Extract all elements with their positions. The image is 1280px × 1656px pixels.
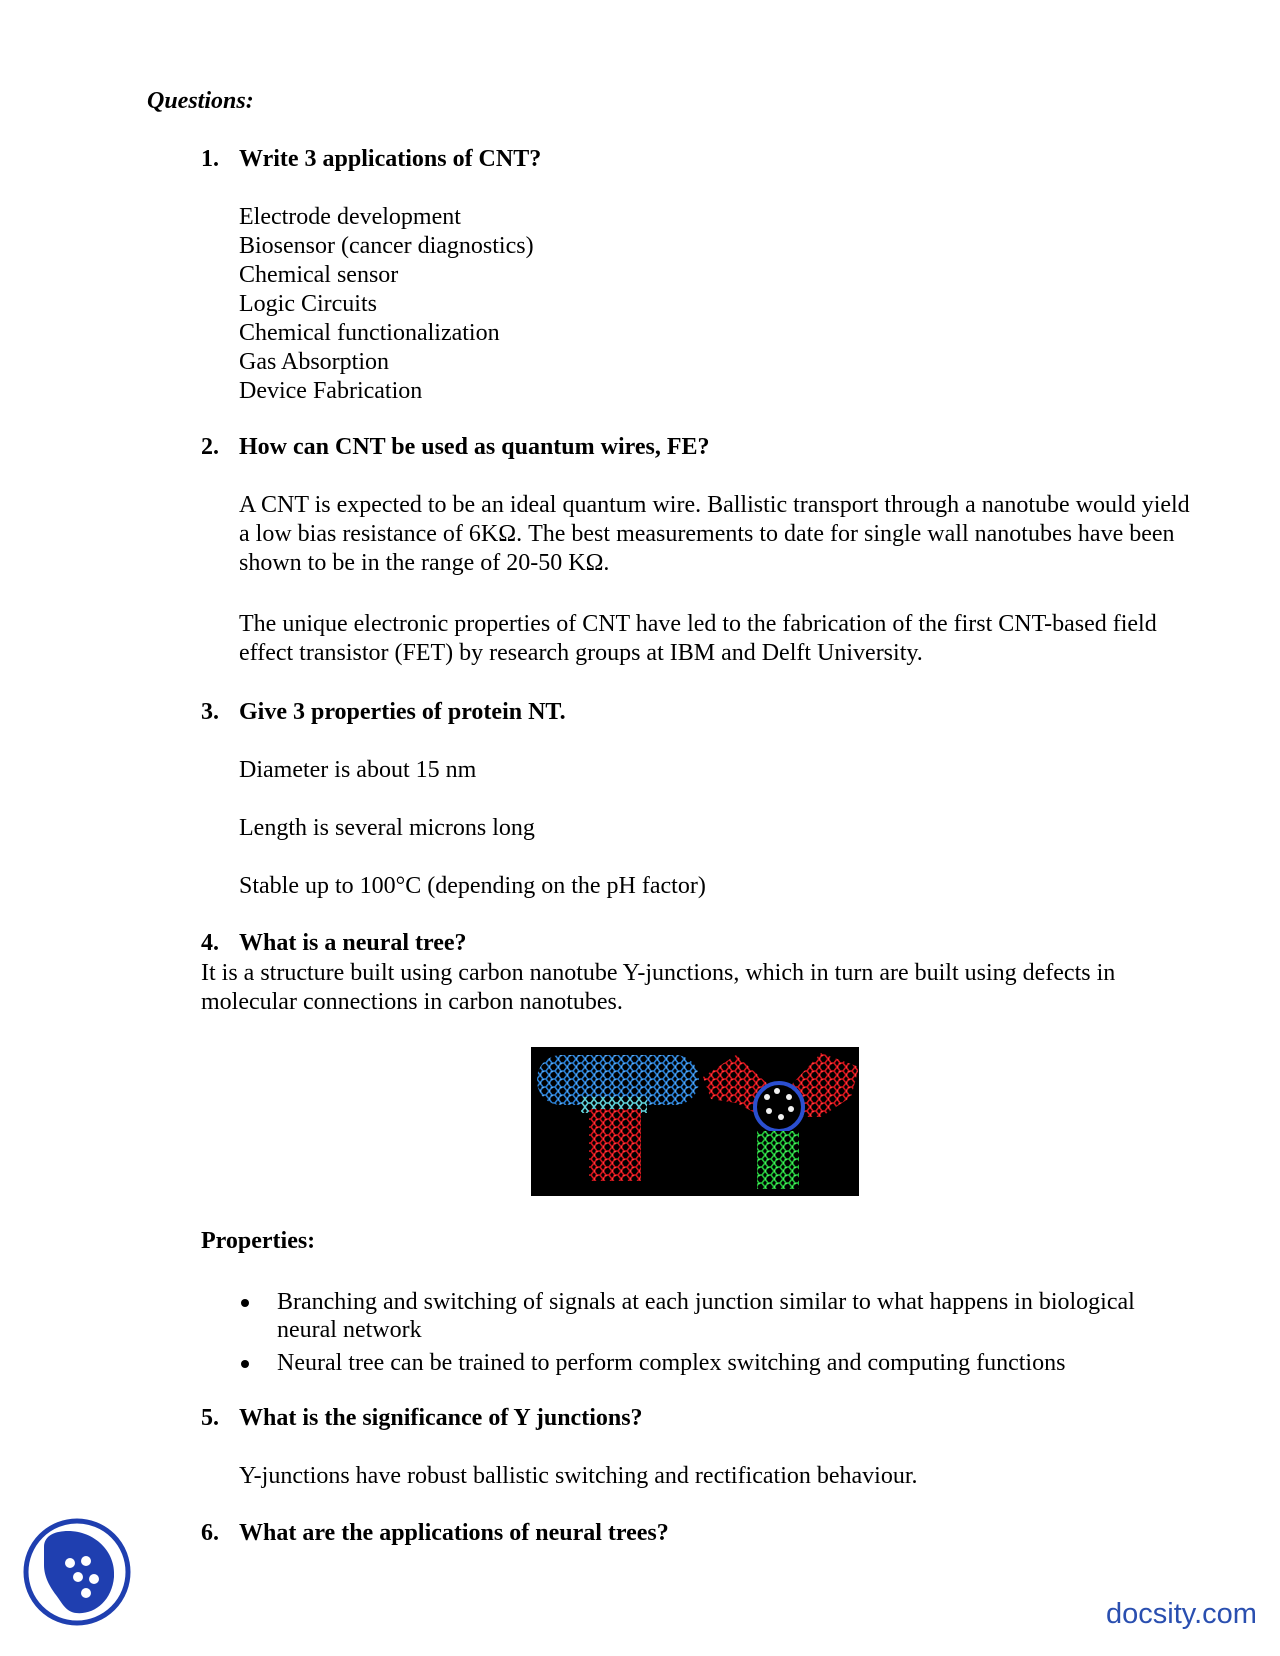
nanotube-junction-image: [531, 1047, 859, 1196]
question-5-title: [201, 1405, 643, 1432]
question-number: 1.: [201, 146, 219, 172]
question-2-title: [201, 434, 710, 461]
property-item: Length is several microns long: [239, 815, 535, 841]
list-item: Logic Circuits: [239, 291, 377, 317]
property-item: Diameter is about 15 nm: [239, 757, 477, 783]
bullet-item: [237, 1288, 1187, 1344]
list-item: Device Fabrication: [239, 378, 423, 404]
question-number: 5.: [201, 1405, 219, 1431]
bullet-text: Branching and switching of signals at each junction similar to what happens in biological neural network: [277, 1289, 1135, 1343]
question-text: What are the applications of neural trees?: [239, 1520, 669, 1546]
bullet-item: [237, 1349, 1187, 1377]
question-text: How can CNT be used as quantum wires, FE?: [239, 434, 710, 460]
answer-paragraph: Y-junctions have robust ballistic switching and rectification behaviour.: [239, 1463, 918, 1489]
bullet-text: Neural tree can be trained to perform complex switching and computing functions: [277, 1350, 1066, 1376]
question-3-title: [201, 699, 566, 726]
neural-tree-properties-list: [237, 1288, 1187, 1382]
bullet-icon: [241, 1360, 249, 1368]
question-number: 4.: [201, 930, 219, 956]
properties-heading: Properties:: [201, 1228, 316, 1254]
nanotube-illustration: [531, 1047, 859, 1196]
question-number: 3.: [201, 699, 219, 725]
vertical-tube: [589, 1109, 641, 1181]
answer-paragraph: The unique electronic properties of CNT have led to the fabrication of the first CNT-based field effect transistor (FET) by research groups at IBM and Delft University.: [239, 611, 1157, 666]
question-text: Write 3 applications of CNT?: [239, 146, 542, 172]
question-text: Give 3 properties of protein NT.: [239, 699, 566, 725]
y-stem-tube: [757, 1131, 799, 1189]
list-item: Electrode development: [239, 204, 461, 230]
property-item: Stable up to 100°C (depending on the pH factor): [239, 873, 706, 899]
questions-heading: Questions:: [147, 88, 254, 114]
question-4-title: [201, 930, 467, 957]
question-number: 2.: [201, 434, 219, 460]
list-item: Biosensor (cancer diagnostics): [239, 233, 534, 259]
question-1-title: [201, 146, 541, 173]
list-item: Chemical sensor: [239, 262, 399, 288]
question-number: 6.: [201, 1520, 219, 1546]
question-text: What is the significance of Y junctions?: [239, 1405, 643, 1431]
docsity-logo-icon[interactable]: [22, 1517, 132, 1627]
answer-paragraph: It is a structure built using carbon nanotube Y-junctions, which in turn are built using defects in molecular connections in carbon nanotubes.: [201, 960, 1116, 1015]
list-item: Gas Absorption: [239, 349, 389, 375]
answer-paragraph: A CNT is expected to be an ideal quantum wire. Ballistic transport through a nanotube would yield a low bias resistance of 6KΩ. The best measurements to date for single wall nanotubes have been shown to be in the range of 20-50 KΩ.: [239, 492, 1190, 576]
list-item: Chemical functionalization: [239, 320, 500, 346]
question-6-title: [201, 1520, 669, 1547]
docsity-brand-link[interactable]: docsity.com: [1106, 1598, 1257, 1630]
bullet-icon: [241, 1299, 249, 1307]
question-text: What is a neural tree?: [239, 930, 467, 956]
cnt-applications-list: [239, 203, 534, 406]
